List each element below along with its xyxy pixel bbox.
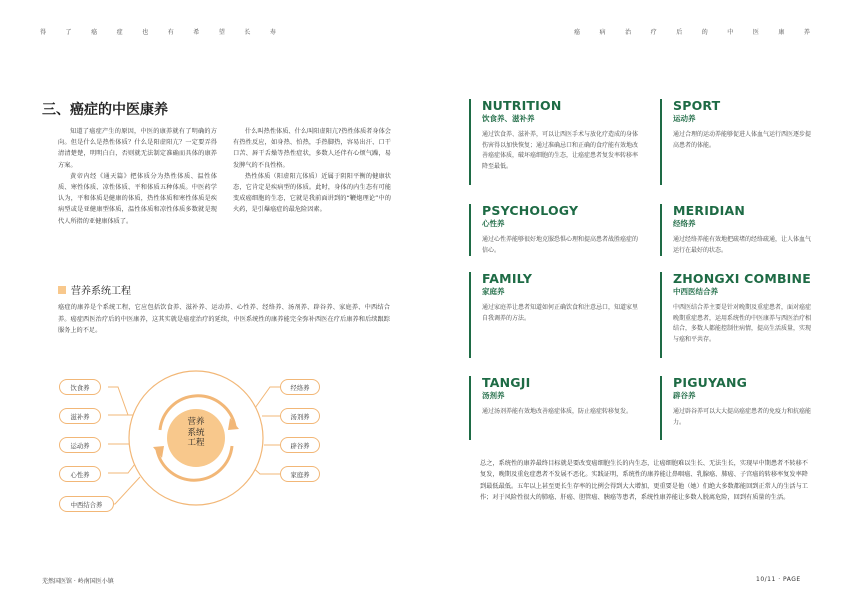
footer-left: 芜然国医馆 · 岭南国医小镇 bbox=[42, 578, 114, 585]
card-nutrition: NUTRITION 饮食养、滋补养 通过饮食养、滋补养，可以让西医手术与放化疗造成的身体伤害得以加快恢复；通过准确忌口和正确的食疗能有效地改善癌症体质，破坏癌细胞的生态，让癌症患者复发率转移率降至最低。 bbox=[469, 99, 642, 185]
intro-paragraph: 癌症的康养是个系统工程，它应包括饮食养、滋补养、运动养、心性养、经络养、汤剂养、辟谷养、家庭养、中西结合养。癌症西医治疗后的中医康养，这其实就是癌症治疗的延续，中医系统性的康养能完全弥补西医在疗后康养和后续跟踪服务上的不足。 bbox=[58, 304, 390, 335]
paragraph: 知道了癌症产生的原因，中医的康养就有了明确的方向。但是什么是热性体质？什么是阳虚阳亢？一定要弄得清清楚楚，明明白白，否则就无法制定准确而具体的康养方案。 bbox=[58, 128, 217, 169]
card-piguyang: PIGUYANG 辟谷养 通过辟谷养可以大大提高癌症患者的免疫力和抗癌能力。 bbox=[660, 376, 815, 440]
pill-integrated: 中西结合养 bbox=[59, 496, 114, 512]
card-family: FAMILY 家庭养 通过家庭养让患者知道如何正确饮食和注意忌口，知道家里自我调养的方法。 bbox=[469, 272, 642, 358]
paragraph: 黄帝内经《通天篇》把体质分为热性体质、温性体质、寒性体质、凉性体质、平和体质五种体质。中医药学认为，平和体质是健康的体质，热性体质和寒性体质是疾病型或是亚健康型体质，温性体质和凉性体质多数就是现代人所指的亚健康体质了。 bbox=[58, 172, 217, 225]
paragraph: 热性体质（阳虚阳亢体质）近属于阴阳平衡的健康状态，它肯定是疾病型的体质。此时，身体的内生态有可能变成癌细胞的生态，它就是我前面讲到的“鞭炮理论”中的火药，是引爆癌症的最危险因素。 bbox=[233, 172, 391, 214]
paragraph: 什么叫热性体质、什么叫阳虚阳亢?热性体质者身体会有热性反应，如身热、怕热，手热脚热，容易出汗、口干口苦、唇干舌燥等热性症状，多数人还伴有心烦气躁，易发脾气的不良性格。 bbox=[233, 128, 391, 169]
card-tangji: TANGJI 汤剂养 通过汤剂养能有效地改善癌症体质，防止癌症转移复发。 bbox=[469, 376, 642, 440]
left-column-1 bbox=[58, 126, 217, 227]
heading-marker-icon bbox=[58, 286, 66, 294]
card-psychology: PSYCHOLOGY 心性养 通过心性养能够很好地克服恐惧心理和提高患者战胜癌症的信心。 bbox=[469, 204, 642, 256]
footer-page-number: 10/11 · PAGE bbox=[756, 576, 801, 583]
pill-fasting: 辟谷养 bbox=[280, 437, 320, 453]
card-zhongxi-combine: ZHONGXI COMBINE 中西医结合养 中西医结合养主要是针对晚期及重症患者，面对癌症晚期重症患者，运用系统性的中医康养与西医治疗相结合，多数人都能控制住病情，提高生活质量，实现与癌和平共存。 bbox=[660, 272, 815, 358]
summary-paragraph: 总之，系统性的康养最终目标就是要改变癌细胞生长的内生态，让癌细胞难以生长、无法生长，实现早中期患者不转移不复发，晚期及重危症患者不发展不恶化。实践证明，系统性的康养能让鼻咽癌、乳腺癌、肺癌、子宫癌的转移率复发率降到最低最低。五年以上甚至更长生存率的比例会得到大大增加，更重要是他（她）们绝大多数都能回到正常人的生活与工作；对于风险性很大的肺癌、肝癌、胆管癌、胰癌等患者，系统性康养能让多数人脱离危险，回到有质量的生活。 bbox=[480, 460, 808, 502]
pill-meridian: 经络养 bbox=[280, 379, 320, 395]
left-column-2 bbox=[233, 126, 391, 216]
center-label: 营养 系统 工程 bbox=[187, 417, 205, 448]
pill-exercise: 运动养 bbox=[59, 437, 101, 453]
running-header-right: 癌 病 治 疗 后 的 中 医 康 养 bbox=[574, 29, 810, 36]
pill-decoction: 汤剂养 bbox=[280, 408, 320, 424]
card-meridian: MERIDIAN 经络养 通过经络养能有效地把疏堵的经络疏通，让人体血气运行在最好的状态。 bbox=[660, 204, 815, 256]
card-sport: SPORT 运动养 通过合理的运动养能够促进人体血气运行西医逐步提高患者的体能。 bbox=[660, 99, 815, 185]
section-title: 三、癌症的中医康养 bbox=[42, 102, 168, 118]
pill-mind: 心性养 bbox=[59, 466, 101, 482]
pill-tonic: 滋补养 bbox=[59, 408, 101, 424]
pill-family: 家庭养 bbox=[280, 466, 320, 482]
subsection-heading: 营养系统工程 bbox=[58, 282, 131, 297]
running-header-left: 得 了 癌 症 也 有 希 望 长 寿 bbox=[40, 29, 276, 36]
pill-diet: 饮食养 bbox=[59, 379, 101, 395]
